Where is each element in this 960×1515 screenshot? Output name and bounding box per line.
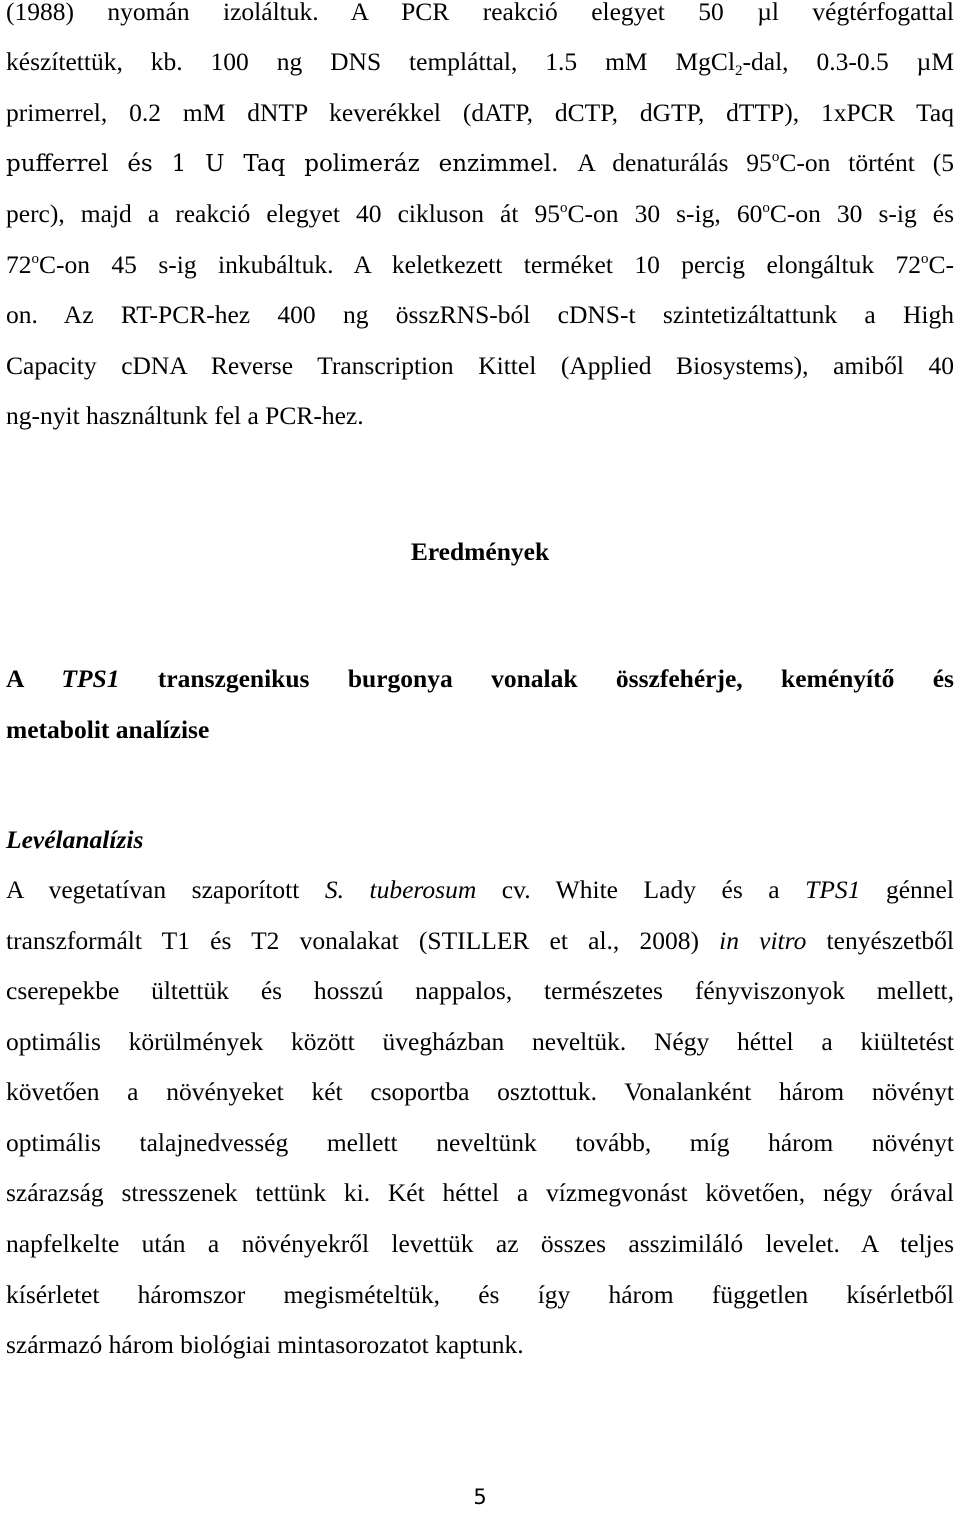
paragraph-1-line-5	[6, 198, 954, 230]
text: cv. White Lady és a	[476, 875, 806, 904]
text: szárazság stresszenek tettünk ki. Két héttel a vízmegvonást követően, négy órával	[6, 1178, 954, 1207]
text: génnel	[860, 875, 954, 904]
text: A	[6, 664, 62, 693]
species-name: S. tuberosum	[324, 875, 477, 904]
text: -dal, 0.3-0.5 µM	[742, 47, 954, 76]
text: 72	[6, 250, 32, 279]
text: napfelkelte után a növényekről levettük az összes asszimiláló levelet. A teljes	[6, 1229, 954, 1258]
paragraph-2-line-5	[6, 1076, 954, 1108]
paragraph-2-line-10	[6, 1329, 954, 1361]
gene-name: TPS1	[61, 664, 120, 693]
text: Levélanalízis	[6, 825, 144, 854]
text: transzgenikus burgonya vonalak összfehérje, keményítő és	[119, 664, 954, 693]
paragraph-1-line-6	[6, 249, 954, 281]
paragraph-2-line-3	[6, 975, 954, 1007]
superscript: o	[771, 149, 780, 165]
text: követően a növényeket két csoportba osztottuk. Vonalanként három növényt	[6, 1077, 954, 1106]
text: cserepekbe ültettük és hosszú nappalos, természetes fényviszonyok mellett,	[6, 976, 954, 1005]
paragraph-1-line-8	[6, 350, 954, 382]
text: C-	[928, 250, 954, 279]
paragraph-1-line-4	[6, 147, 954, 179]
subscript: 2	[735, 63, 743, 79]
section-subheading-line-1	[6, 663, 954, 695]
paragraph-1-line-1	[6, 0, 954, 28]
paragraph-2-line-2	[6, 925, 954, 957]
text: C-on 30 s-ig, 60	[567, 199, 763, 228]
superscript: o	[560, 200, 568, 216]
page-number: 5	[473, 1485, 487, 1509]
paragraph-1-line-9	[6, 400, 954, 432]
results-heading	[0, 536, 960, 568]
superscript: o	[31, 251, 39, 267]
text: transzformált T1 és T2 vonalakat (STILLER et al., 2008)	[6, 926, 720, 955]
superscript: o	[921, 251, 929, 267]
text: származó három biológiai mintasorozatot kaptunk.	[6, 1330, 524, 1359]
gene-name: TPS1	[805, 875, 861, 904]
italic-term: in vitro	[719, 926, 807, 955]
text: tenyészetből	[806, 926, 954, 955]
text: optimális körülmények között üvegházban neveltük. Négy héttel a kiültetést	[6, 1027, 954, 1056]
text: pufferrel és 1 U Taq polimeráz enzimmel.	[6, 151, 578, 177]
text: (1988) nyomán izoláltuk. A PCR reakció elegyet 50 µl végtérfogattal	[6, 0, 954, 26]
text: C-on 30 s-ig és	[769, 199, 955, 228]
text: készítettük, kb. 100 ng DNS templáttal, 1.5 mM MgCl	[6, 47, 736, 76]
leaf-analysis-title	[6, 824, 954, 856]
text: A denaturálás 95	[577, 148, 772, 177]
text: A vegetatívan szaporított	[6, 875, 325, 904]
text: perc), majd a reakció elegyet 40 cikluson át 95	[6, 199, 561, 228]
section-subheading-line-2	[6, 714, 954, 746]
text: optimális talajnedvesség mellett neveltünk tovább, míg három növényt	[6, 1128, 954, 1157]
paragraph-1-line-7	[6, 299, 954, 331]
text: ng-nyit használtunk fel a PCR-hez.	[6, 401, 364, 430]
text: on. Az RT-PCR-hez 400 ng összRNS-ból cDNS-t szintetizáltattunk a High	[6, 300, 954, 329]
paragraph-2-line-1	[6, 874, 954, 906]
paragraph-2-line-6	[6, 1127, 954, 1159]
paragraph-2-line-8	[6, 1228, 954, 1260]
text: kísérletet háromszor megismételtük, és így három független kísérletből	[6, 1280, 954, 1309]
paragraph-2-line-9	[6, 1279, 954, 1311]
text: metabolit analízise	[6, 715, 210, 744]
heading-text: Eredmények	[410, 537, 550, 566]
text: primerrel, 0.2 mM dNTP keverékkel (dATP, dCTP, dGTP, dTTP), 1xPCR Taq	[6, 98, 954, 127]
text: C-on 45 s-ig inkubáltuk. A keletkezett terméket 10 percig elongáltuk 72	[39, 250, 921, 279]
paragraph-1-line-2	[6, 46, 954, 78]
text: C-on történt (5	[779, 148, 954, 177]
text: Capacity cDNA Reverse Transcription Kittel (Applied Biosystems), amiből 40	[6, 351, 954, 380]
paragraph-1-line-3	[6, 97, 954, 129]
superscript: o	[762, 200, 770, 216]
paragraph-2-line-7	[6, 1177, 954, 1209]
paragraph-2-line-4	[6, 1026, 954, 1058]
